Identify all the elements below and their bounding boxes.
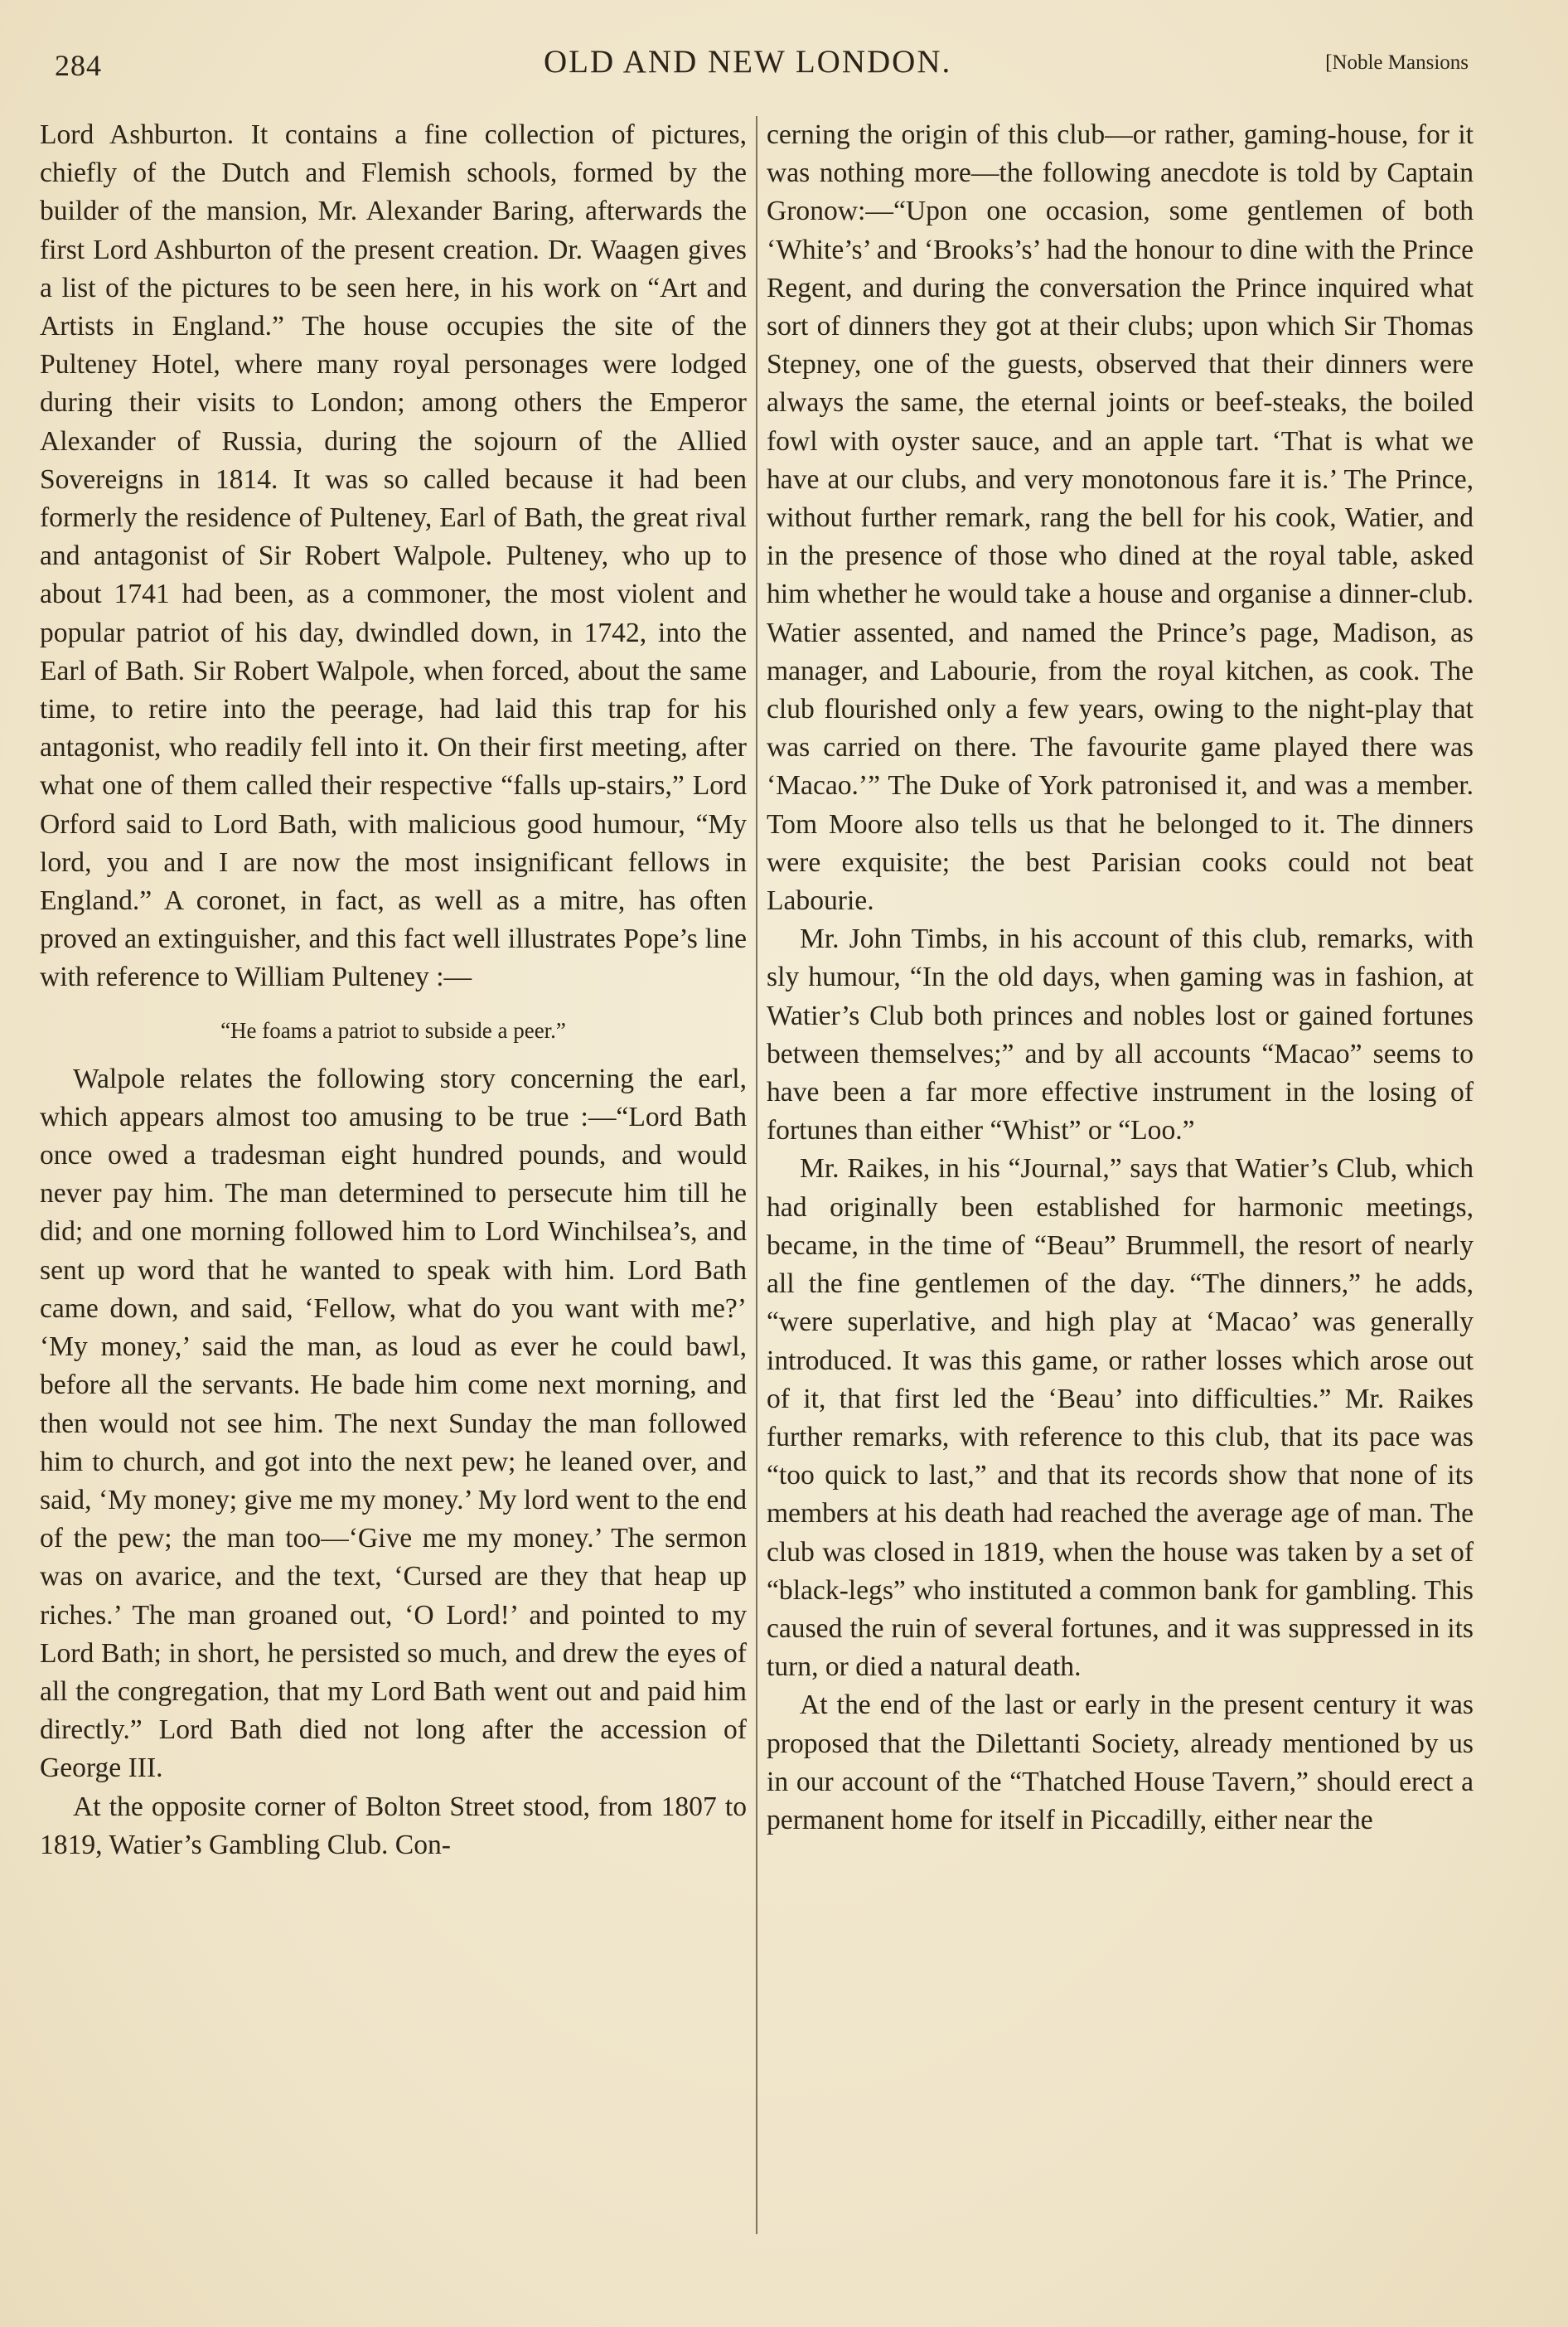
- paragraph: cerning the origin of this club—or rather, gaming-house, for it was nothing more—the following anecdote is told by Captain Gronow:—“Upon one occasion, some gentlemen of both ‘White’s’ and ‘Brooks’s’ had the honour to dine with the Prince Regent, and during the conversation the Prince inquired what sort of dinners they got at their clubs; upon which Sir Thomas Stepney, one of the guests, observed that their dinners were always the same, the eternal joints or beef-steaks, the boiled fowl with oyster sauce, and an apple tart. ‘That is what we have at our clubs, and very monotonous fare it is.’ The Prince, without further remark, rang the bell for his cook, Watier, and in the presence of those who dined at the royal table, asked him whether he would take a house and organise a dinner-club. Watier assented, and named the Prince’s page, Madison, as manager, and Labourie, from the royal kitchen, as cook. The club flourished only a few years, owing to the night-play that was carried on there. The favourite game played there was ‘Macao.’” The Duke of York patronised it, and was a member. Tom Moore also tells us that he belonged to it. The dinners were exquisite; the best Parisian cooks could not beat Labourie.: [767, 119, 1474, 917]
- paragraph: At the opposite corner of Bolton Street stood, from 1807 to 1819, Watier’s Gambling Club. Con-: [40, 1791, 747, 1860]
- page-number: 284: [55, 49, 102, 82]
- running-header: [55, 43, 1469, 93]
- paragraph: At the end of the last or early in the present century it was proposed that the Dilettanti Society, already mentioned by us in our account of the “Thatched House Tavern,” should erect a permanent home for itself in Piccadilly, either near the: [767, 1689, 1474, 1835]
- paragraph: Mr. Raikes, in his “Journal,” says that Watier’s Club, which had originally been established for harmonic meetings, became, in the time of “Beau” Brummell, the resort of nearly all the fine gentlemen of the day. “The dinners,” he adds, “were superlative, and high play at ‘Macao’ was generally introduced. It was this game, or rather losses which arose out of it, that first led the ‘Beau’ into difficulties.” Mr. Raikes further remarks, with reference to this club, that its pace was “too quick to last,” and that its records show that none of its members at his death had reached the average age of man. The club was closed in 1819, when the house was taken by a set of “black-legs” who instituted a common bank for gambling. This caused the ruin of several fortunes, and it was suppressed in its turn, or died a natural death.: [767, 1153, 1474, 1683]
- right-column: [767, 116, 1474, 1840]
- column-divider: [756, 116, 757, 2234]
- running-title: OLD AND NEW LONDON.: [544, 44, 952, 80]
- section-title: [Noble Mansions: [1325, 51, 1469, 74]
- paragraph: Lord Ashburton. It contains a fine collection of pictures, chiefly of the Dutch and Flemish schools, formed by the builder of the mansion, Mr. Alexander Baring, afterwards the first Lord Ashburton of the present creation. Dr. Waagen gives a list of the pictures to be seen here, in his work on “Art and Artists in England.” The house occupies the site of the Pulteney Hotel, where many royal personages were lodged during their visits to London; among others the Emperor Alexander of Russia, during the sojourn of the Allied Sovereigns in 1814. It was so called because it had been formerly the residence of Pulteney, Earl of Bath, the great rival and antagonist of Sir Robert Walpole. Pulteney, who up to about 1741 had been, as a commoner, the most violent and popular patriot of his day, dwindled down, in 1742, into the Earl of Bath. Sir Robert Walpole, when forced, about the same time, to retire into the peerage, had laid this trap for his antagonist, who readily fell into it. On their first meeting, after what one of them called their respective “falls up-stairs,” Lord Orford said to Lord Bath, with malicious good humour, “My lord, you and I are now the most insignificant fellows in England.” A coronet, in fact, as well as a mitre, has often proved an extinguisher, and this fact well illustrates Pope’s line with reference to William Pulteney :—: [40, 119, 747, 993]
- verse-quote: “He foams a patriot to subside a peer.”: [220, 1017, 566, 1043]
- paragraph: Walpole relates the following story concerning the earl, which appears almost too amusing to be true :—“Lord Bath once owed a tradesman eight hundred pounds, and would never pay him. The man determined to persecute him till he did; and one morning followed him to Lord Winchilsea’s, and sent up word that he wanted to speak with him. Lord Bath came down, and said, ‘Fellow, what do you want with me?’ ‘My money,’ said the man, as loud as ever he could bawl, before all the servants. He bade him come next morning, and then would not see him. The next Sunday the man followed him to church, and got into the next pew; he leaned over, and said, ‘My money; give me my money.’ My lord went to the end of the pew; the man too—‘Give me my money.’ The sermon was on avarice, and the text, ‘Cursed are they that heap up riches.’ The man groaned out, ‘O Lord!’ and pointed to my Lord Bath; in short, he persisted so much, and drew the eyes of all the congregation, that my Lord Bath went out and paid him directly.” Lord Bath died not long after the accession of George III.: [40, 1063, 747, 1784]
- paragraph: Mr. John Timbs, in his account of this club, remarks, with sly humour, “In the old days, when gaming was in fashion, at Watier’s Club both princes and nobles lost or gained fortunes between themselves;” and by all accounts “Macao” seems to have been a far more effective instrument in the losing of fortunes than either “Whist” or “Loo.”: [767, 924, 1474, 1147]
- left-column: [40, 116, 747, 1864]
